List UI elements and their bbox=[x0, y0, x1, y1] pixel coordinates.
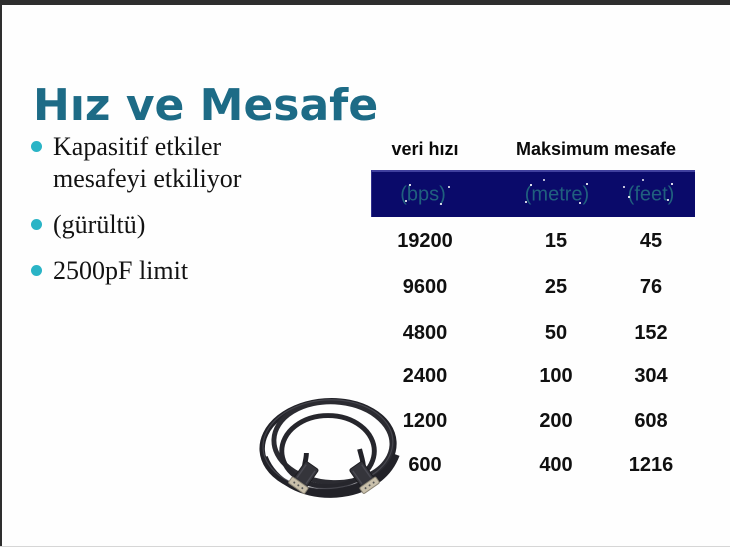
cell-bps: 9600 bbox=[402, 276, 448, 298]
table-row bbox=[360, 454, 700, 476]
unit-header-metre: (metre) bbox=[524, 183, 590, 205]
table-row bbox=[360, 230, 700, 252]
cell-bps: 600 bbox=[408, 454, 442, 476]
cell-metre: 25 bbox=[544, 276, 568, 298]
table-row bbox=[360, 410, 700, 432]
unit-header-bps: (bps) bbox=[400, 183, 446, 205]
cell-feet: 45 bbox=[639, 230, 663, 252]
cell-feet: 76 bbox=[639, 276, 663, 298]
cell-bps: 1200 bbox=[402, 410, 448, 432]
bullet-item bbox=[31, 255, 299, 287]
bullet-dot-icon bbox=[31, 265, 42, 276]
bullet-list bbox=[31, 131, 299, 301]
cell-bps: 4800 bbox=[402, 322, 448, 344]
cell-feet: 608 bbox=[634, 410, 668, 432]
cell-metre: 50 bbox=[544, 322, 568, 344]
cell-bps: 2400 bbox=[402, 365, 448, 387]
column-header-veri-hizi: veri hızı bbox=[391, 139, 459, 159]
jpeg-noise-speckles bbox=[372, 172, 374, 174]
cell-metre: 100 bbox=[539, 365, 573, 387]
bullet-item bbox=[31, 131, 299, 195]
table-row bbox=[360, 276, 700, 298]
cell-metre: 400 bbox=[539, 454, 573, 476]
serial-cable-photo bbox=[256, 390, 406, 518]
left-edge-bar bbox=[0, 0, 2, 547]
slide-title: Hız ve Mesafe bbox=[33, 80, 379, 132]
bullet-dot-icon bbox=[31, 141, 42, 152]
cell-feet: 152 bbox=[634, 322, 668, 344]
column-header-maksimum-mesafe: Maksimum mesafe bbox=[515, 139, 677, 159]
unit-header-feet: (feet) bbox=[627, 183, 675, 205]
bullet-item bbox=[31, 209, 299, 241]
cell-bps: 19200 bbox=[397, 230, 453, 252]
table-row bbox=[360, 365, 700, 387]
cell-metre: 15 bbox=[544, 230, 568, 252]
cell-feet: 1216 bbox=[628, 454, 674, 476]
bullet-text: 2500pF limit bbox=[53, 256, 189, 285]
bullet-text: Kapasitif etkiler mesafeyi etkiliyor bbox=[53, 132, 242, 193]
bullet-dot-icon bbox=[31, 219, 42, 230]
bullet-text: (gürültü) bbox=[53, 210, 146, 239]
table-row bbox=[360, 322, 700, 344]
cell-metre: 200 bbox=[539, 410, 573, 432]
top-edge-bar bbox=[0, 0, 730, 5]
cell-feet: 304 bbox=[634, 365, 668, 387]
table-unit-band bbox=[371, 170, 695, 217]
